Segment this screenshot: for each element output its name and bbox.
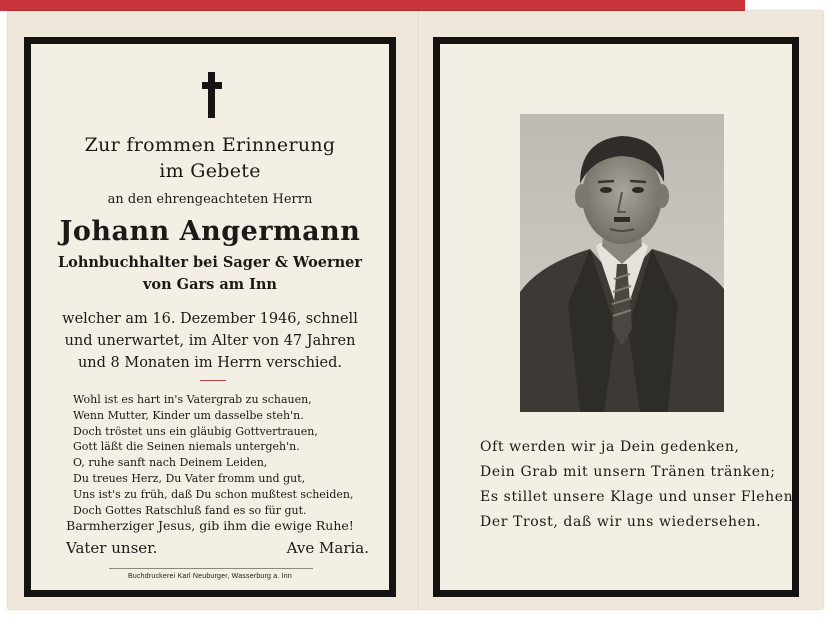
printer-credit: Buchdruckerei Karl Neuburger, Wasserburg a. Inn xyxy=(128,573,292,580)
death-notice xyxy=(31,308,389,374)
portrait-image xyxy=(520,114,724,412)
occupation: Lohnbuchhalter bei Sager & Woerner xyxy=(57,254,363,271)
death-line: und unerwartet, im Alter von 47 Jahren xyxy=(64,333,356,349)
intro-text: an den ehrengeachteten Herrn xyxy=(107,192,313,207)
memorial-card xyxy=(8,11,823,609)
prayer: Barmherziger Jesus, gib ihm die ewige Ruhe! xyxy=(66,518,354,533)
death-line: und 8 Monaten im Herrn verschied. xyxy=(77,355,343,371)
poem-line: Wenn Mutter, Kinder um dasselbe steh'n. xyxy=(73,408,304,422)
verse-line: Es stillet unsere Klage und unser Flehen xyxy=(480,489,794,505)
poem-line: Du treues Herz, Du Vater fromm und gut, xyxy=(73,471,306,485)
origin: von Gars am Inn xyxy=(143,276,277,293)
verse-line: Der Trost, daß wir uns wiedersehen. xyxy=(480,514,762,530)
poem-line: O, ruhe sanft nach Deinem Leiden, xyxy=(73,456,268,470)
right-panel xyxy=(433,37,799,597)
red-divider xyxy=(200,380,226,381)
left-panel xyxy=(24,37,396,597)
deceased-name: Johann Angermann xyxy=(59,216,361,247)
printer-rule xyxy=(109,568,313,569)
ave-maria: Ave Maria. xyxy=(286,539,369,557)
poem-line: Uns ist's zu früh, daß Du schon mußtest scheiden, xyxy=(73,487,354,501)
cross-icon xyxy=(202,72,220,118)
portrait-photo xyxy=(520,114,724,412)
poem-line: Doch tröstet uns ein gläubig Gottvertrauen, xyxy=(73,424,318,438)
red-top-strip xyxy=(0,0,745,11)
verse-line: Dein Grab mit unsern Tränen tränken; xyxy=(480,464,776,480)
poem-line: Gott läßt die Seinen niemals untergeh'n. xyxy=(73,440,300,454)
vater-unser: Vater unser. xyxy=(66,539,158,557)
poem-line: Wohl ist es hart in's Vatergrab zu schauen, xyxy=(73,393,312,406)
card-fold xyxy=(418,11,420,609)
heading-line-1: Zur frommen Erinnerung xyxy=(84,134,336,156)
poem xyxy=(73,392,373,518)
death-line: welcher am 16. Dezember 1946, schnell xyxy=(62,311,358,327)
verse-line: Oft werden wir ja Dein gedenken, xyxy=(480,439,740,455)
poem-line: Doch Gottes Ratschluß fand es so für gut. xyxy=(73,503,307,517)
heading-line-2: im Gebete xyxy=(159,160,261,182)
verse xyxy=(480,435,794,535)
